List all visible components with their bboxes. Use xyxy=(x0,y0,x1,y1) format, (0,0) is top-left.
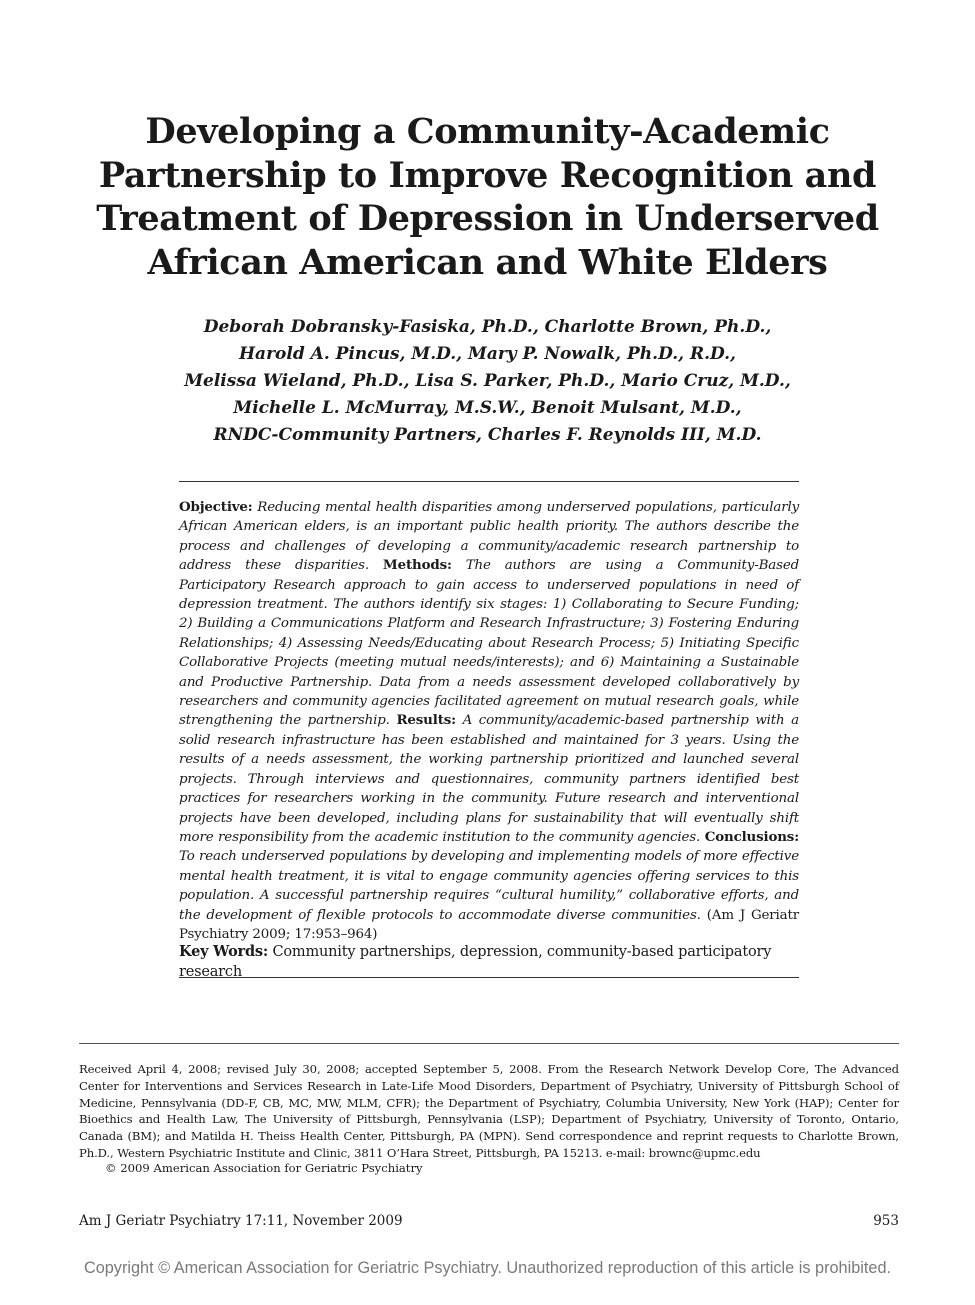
footnote-rule xyxy=(79,1043,899,1044)
keywords xyxy=(179,942,799,982)
abstract xyxy=(179,498,799,944)
author-line: Melissa Wieland, Ph.D., Lisa S. Parker, Ph.D., Mario Cruz, M.D., xyxy=(184,371,791,391)
methods-text: The authors are using a Community-Based Participatory Research approach to gain access to underserved populations in need of depression treatment. The authors identify six stages: 1) Collaborating to Secure Funding; 2) Building a Communications Platform and Research Infrastructure; 3) Fostering Enduring Relationships; 4) Assessing Needs/Educating about Research Process; 5) Initiating Specific Collaborative Projects (meeting mutual needs/interests); and 6) Maintaining a Sustainable and Productive Partnership. Data from a needs assessment developed collaboratively by researchers and community agencies facilitated agreement on mutual research goals, while strengthening the partnership. xyxy=(179,558,800,729)
conclusions-text: To reach underserved populations by developing and implementing models of more effective mental health treatment, it is vital to engage community agencies offering services to this population. A successful partnership requires “cultural humility,” collaborative efforts, and the development of flexible protocols to accommodate diverse communities. xyxy=(179,849,799,923)
keywords-text: Community partnerships, depression, community-based participatory research xyxy=(179,944,772,980)
keywords-label: Key Words: xyxy=(179,943,269,960)
abstract-citation: (Am J Geriatr Psychiatry 2009; 17:953–964) xyxy=(179,907,799,942)
results-label: Results: xyxy=(396,712,456,729)
copyright-notice: © 2009 American Association for Geriatric Psychiatry xyxy=(105,1161,423,1175)
title-line: African American and White Elders xyxy=(147,241,828,283)
results-text: A community/academic-based partnership with a solid research infrastructure has been established and maintained for 3 years. Using the results of a needs assessment, the working partnership prioritized and launched several projects. Through interviews and questionnaires, community partners identified best practices for researchers working in the community. Future research and interventional projects have been developed, including plans for sustainability that will eventually shift more responsibility from the academic institution to the community agencies. xyxy=(179,713,799,845)
author-line: RNDC-Community Partners, Charles F. Reynolds III, M.D. xyxy=(213,425,762,445)
author-line: Deborah Dobransky-Fasiska, Ph.D., Charlotte Brown, Ph.D., xyxy=(203,317,772,337)
copyright-watermark: Copyright © American Association for Geriatric Psychiatry. Unauthorized reproduction of this article is prohibited. xyxy=(83,1259,892,1277)
page-number: 953 xyxy=(873,1213,899,1229)
title-line: Developing a Community-Academic xyxy=(145,111,830,152)
methods-label: Methods: xyxy=(382,557,452,574)
abstract-top-rule xyxy=(179,481,799,482)
title-line: Treatment of Depression in Underserved xyxy=(96,198,879,239)
objective-text: Reducing mental health disparities among underserved populations, particularly African American elders, is an important public health priority. The authors describe the process and challenges of developing a community/academic research partnership to address these disparities. xyxy=(179,500,799,574)
abstract-bottom-rule xyxy=(179,977,799,978)
article-title xyxy=(80,110,895,284)
objective-label: Objective: xyxy=(179,499,253,515)
footnote: Received April 4, 2008; revised July 30, 2008; accepted September 5, 2008. From the Research Network Develop Core, The Advanced Center for Interventions and Services Research in Late-Life Mood Disorders, Department of Psychiatry, University of Pittsburgh School of Medicine, Pennsylvania (DD-F, CB, MC, MW, MLM, CFR); the Department of Psychiatry, Columbia University, New York (HAP); Center for Bioethics and Health Law, The University of Pittsburgh, Pennsylvania (LSP); Department of Psychiatry, University of Toronto, Ontario, Canada (BM); and Matilda H. Theiss Health Center, Pittsburgh, PA (MPN). Send correspondence and reprint requests to Charlotte Brown, Ph.D., Western Psychiatric Institute and Clinic, 3811 O’Hara Street, Pittsburgh, PA 15213. e-mail: brownc@upmc.edu xyxy=(79,1062,899,1160)
conclusions-label: Conclusions: xyxy=(704,828,799,845)
title-line: Partnership to Improve Recognition and xyxy=(98,154,877,196)
journal-citation: Am J Geriatr Psychiatry 17:11, November 2009 xyxy=(79,1213,403,1229)
author-line: Harold A. Pincus, M.D., Mary P. Nowalk, Ph.D., R.D., xyxy=(239,344,736,364)
author-line: Michelle L. McMurray, M.S.W., Benoit Mulsant, M.D., xyxy=(233,398,742,418)
author-list xyxy=(80,314,895,449)
